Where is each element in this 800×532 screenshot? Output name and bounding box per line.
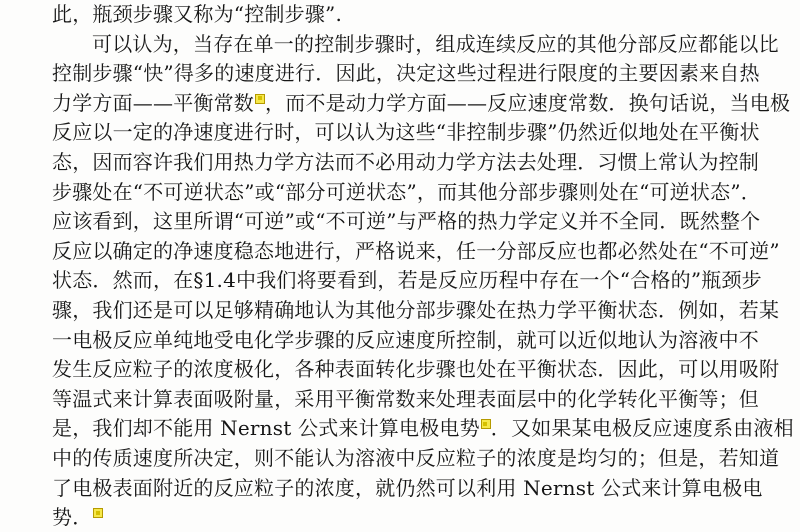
text-span: 势． — [52, 505, 93, 530]
text-line-9 — [52, 237, 792, 267]
text-line-17 — [52, 474, 792, 504]
text-line-4 — [52, 89, 792, 119]
text-line-14 — [52, 385, 792, 415]
text-span: 反应以确定的净速度稳态地进行，严格说来，任一分部反应也都必然处在“不可逆” — [52, 238, 780, 263]
text-span: 骤，我们还是可以足够精确地认为其他分部步骤处在热力学平衡状态．例如，若某 — [52, 297, 780, 322]
note-icon[interactable] — [481, 419, 491, 429]
text-span: 是，我们却不能用 Nernst 公式来计算电极电势 — [52, 416, 480, 441]
text-span: 应该看到，这里所谓“可逆”或“不可逆”与严格的热力学定义并不全同．既然整个 — [52, 209, 761, 234]
text-line-3 — [52, 59, 792, 89]
text-span: ．又如果某电极反应速度系由液相 — [490, 416, 794, 441]
text-line-8 — [52, 207, 792, 237]
text-line-10 — [52, 266, 792, 296]
text-line-13 — [52, 355, 792, 385]
text-span: 力学方面——平衡常数 — [52, 90, 254, 115]
text-line-7 — [52, 178, 792, 208]
text-span: 一电极反应单纯地受电化学步骤的反应速度所控制，就可以近似地认为溶液中不 — [52, 327, 759, 352]
text-span: 态，因而容许我们用热力学方法而不必用动力学方法去处理．习惯上常认为控制 — [52, 149, 759, 174]
text-span: 中的传质速度所决定，则不能认为溶液中反应粒子的浓度是均匀的；但是，若知道 — [52, 445, 780, 470]
text-span: 控制步骤“快”得多的速度进行．因此，决定这些过程进行限度的主要因素来自热 — [52, 61, 760, 86]
text-span: 状态．然而，在§1.4中我们将要看到，若是反应历程中存在一个“合格的”瓶颈步 — [52, 268, 762, 293]
text-line-2 — [52, 30, 792, 60]
text-span: 步骤处在“不可逆状态”或“部分可逆状态”，而其他分部步骤则处在“可逆状态”． — [52, 179, 761, 204]
text-line-5 — [52, 118, 792, 148]
text-line-12 — [52, 326, 792, 356]
text-line-1 — [52, 0, 792, 30]
text-span: 可以认为，当存在单一的控制步骤时，组成连续反应的其他分部反应都能以比 — [92, 31, 779, 56]
text-line-15 — [52, 414, 792, 444]
text-block — [52, 0, 792, 532]
text-span: 等温式来计算表面吸附量，采用平衡常数来处理表面层中的化学转化平衡等；但 — [52, 386, 759, 411]
text-span: 此，瓶颈步骤又称为“控制步骤”. — [52, 2, 343, 26]
note-icon[interactable] — [93, 508, 103, 518]
text-span: ，而不是动力学方面——反应速度常数．换句话说，当电极 — [265, 90, 791, 115]
text-span: 了电极表面附近的反应粒子的浓度，就仍然可以利用 Nernst 公式来计算电极电 — [52, 475, 763, 500]
text-line-11 — [52, 296, 792, 326]
text-line-18 — [52, 503, 792, 532]
text-line-16 — [52, 444, 792, 474]
text-span: 发生反应粒子的浓度极化，各种表面转化步骤也处在平衡状态．因此，可以用吸附 — [52, 357, 780, 382]
text-line-6 — [52, 148, 792, 178]
text-span: 反应以一定的净速度进行时，可以认为这些“非控制步骤”仍然近似地处在平衡状 — [52, 120, 760, 145]
note-icon[interactable] — [255, 94, 265, 104]
